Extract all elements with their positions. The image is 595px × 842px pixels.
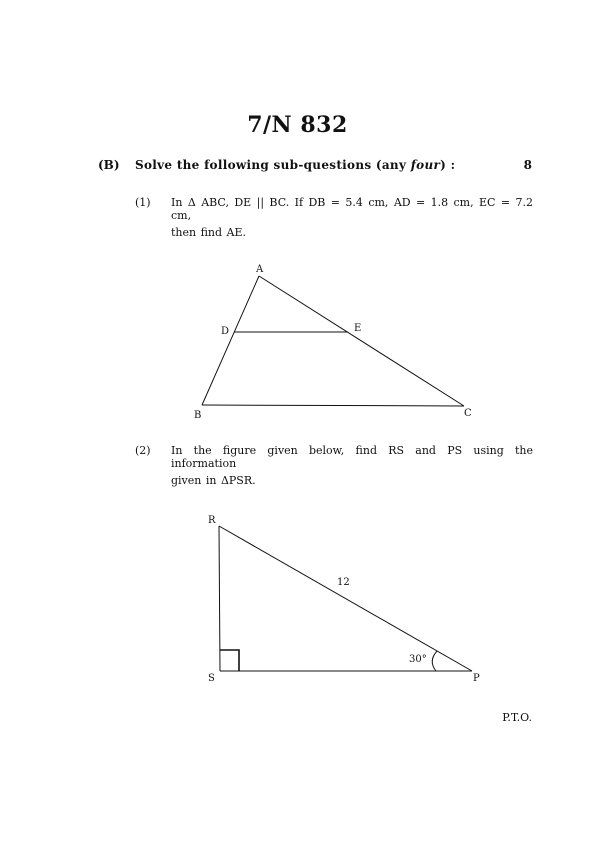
label-b: B — [194, 410, 202, 421]
label-c: C — [464, 408, 472, 419]
right-angle-mark — [220, 650, 239, 671]
instruction-emphasis: four — [410, 158, 441, 172]
side-rp — [219, 526, 472, 671]
angle-arc — [432, 651, 437, 671]
instruction-pre: Solve the following sub-questions (any — [135, 158, 411, 172]
question-2-text-line2: given in ΔPSR. — [171, 474, 256, 487]
question-1-number: (1) — [135, 196, 151, 209]
pto-note: P.T.O. — [502, 711, 532, 724]
label-a: A — [256, 264, 264, 275]
side-length-label: 12 — [337, 577, 350, 588]
label-p: P — [473, 673, 480, 684]
question-1-text-line2: then find AE. — [171, 226, 247, 239]
page-title: 7/N 832 — [247, 112, 348, 138]
side-ab — [202, 276, 259, 405]
label-e: E — [354, 323, 362, 334]
instruction-post: ) : — [440, 158, 456, 172]
side-ac — [259, 276, 464, 406]
question-2-number: (2) — [135, 444, 151, 457]
side-bc — [202, 405, 464, 406]
question-2-text-line1: In the figure given below, find RS and PS using the information — [171, 444, 533, 470]
question-1-text-line1: In Δ ABC, DE || BC. If DB = 5.4 cm, AD = 1.8 cm, EC = 7.2 cm, — [171, 196, 533, 222]
side-rs — [219, 526, 220, 671]
figure-triangle-psr — [219, 526, 472, 671]
label-r: R — [208, 515, 216, 526]
angle-label: 30° — [409, 654, 427, 665]
section-marks: 8 — [523, 158, 532, 172]
section-label: (B) — [98, 158, 120, 172]
label-s: S — [208, 673, 215, 684]
figure-triangle-abc — [202, 276, 464, 406]
label-d: D — [221, 326, 230, 337]
